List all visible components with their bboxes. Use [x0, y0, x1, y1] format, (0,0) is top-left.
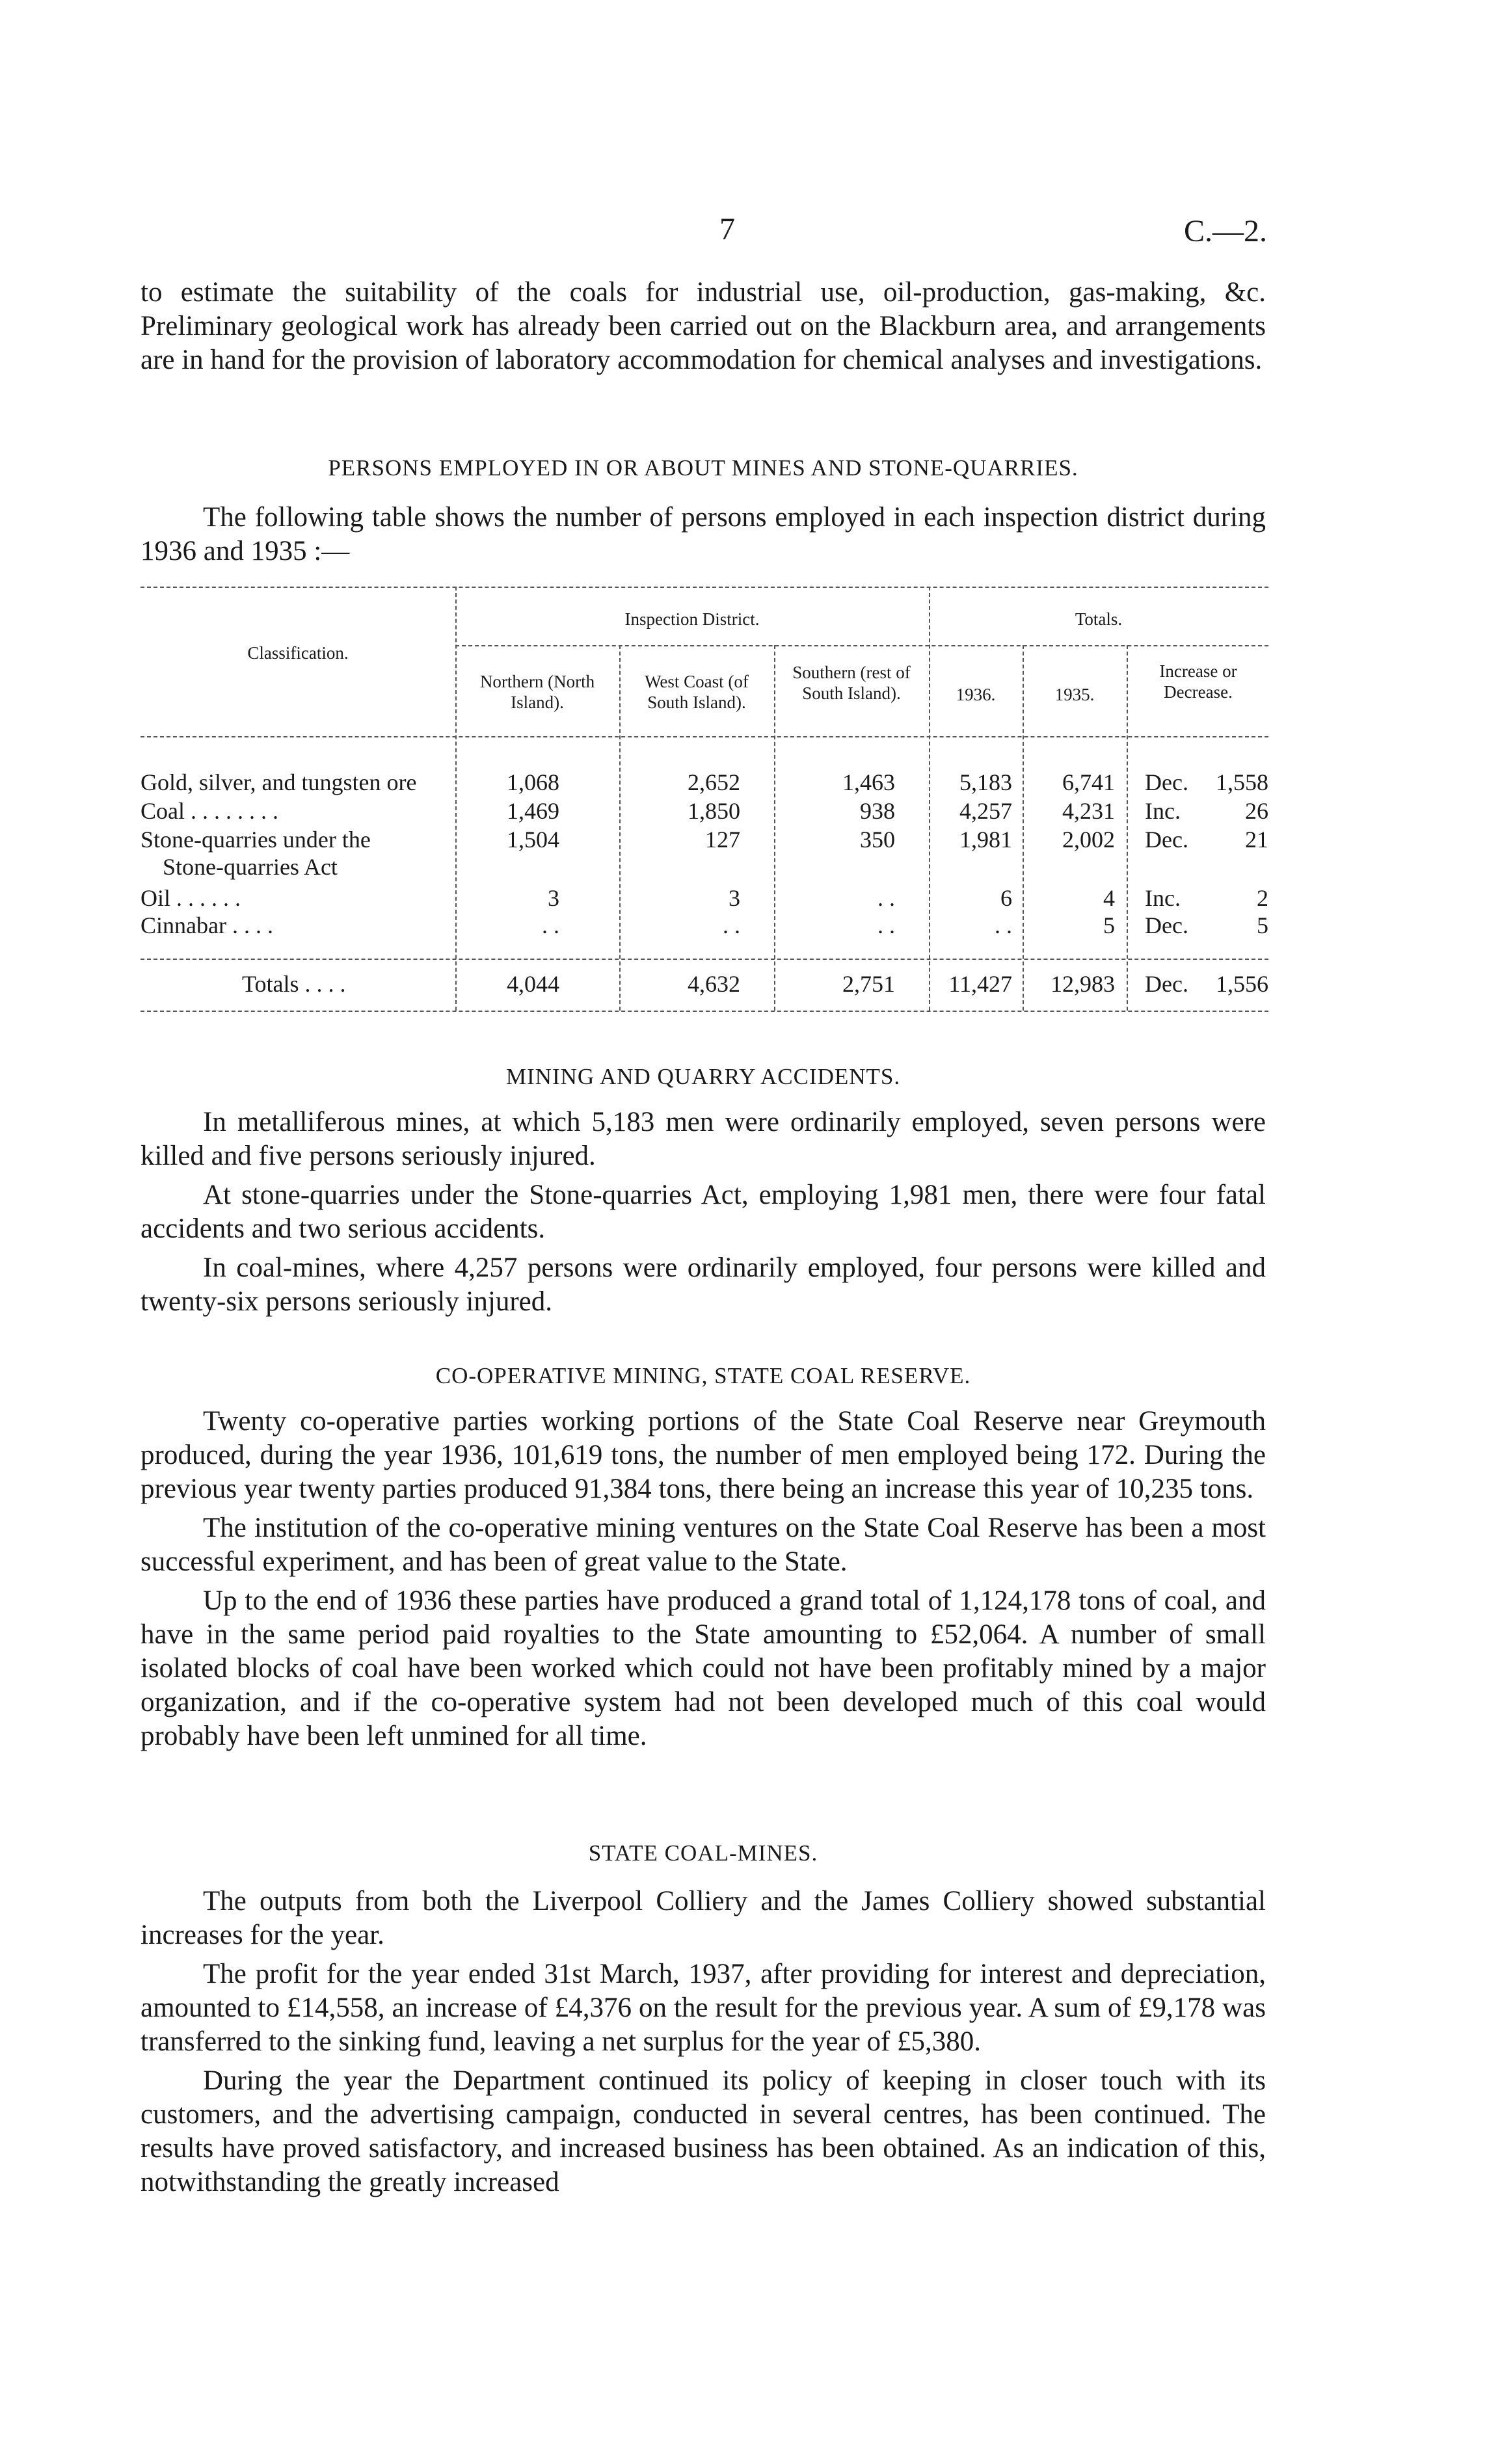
northern-header: Northern (North Island).: [479, 672, 595, 712]
cell-change: 2: [1257, 885, 1268, 911]
document-code: C.—2.: [1183, 214, 1267, 248]
total-southern: 2,751: [842, 971, 895, 997]
cell-change: 1,558: [1216, 769, 1268, 795]
coop-text: Twenty co-operative parties working portions of the State Coal Reserve near Greymouth produced, during the year 1936, 101,619 tons, the number of men employed being 172. During the previous year twenty parties produced 91,384 tons, there being an increase this year of 10,235 tons. The institution of the co-operative mining ventures on the State Coal Reserve has been a most successful experiment, and has been of great value to the State. Up to the end of 1936 these parties have produced a grand total of 1,124,178 tons of coal, and have in the same period paid royalties to the State amounting to £52,064. A number of small isolated blocks of coal have been worked which could not have been profitably mined by a major organization, and if the co-operative system had not been developed much of this coal would probably have been left unmined for all time.: [141, 1406, 1266, 1751]
row-label: Coal . . . . . . . .: [141, 798, 278, 824]
section-heading-accidents: MINING AND QUARRY ACCIDENTS.: [505, 1064, 901, 1089]
table-totals-rule: [141, 959, 1268, 960]
cell-southern: 1,463: [842, 769, 895, 795]
section-heading-coop: CO-OPERATIVE MINING, STATE COAL RESERVE.: [435, 1363, 971, 1388]
col-1936-header: 1936.: [956, 685, 996, 704]
cell-northern: 3: [548, 885, 559, 911]
inspection-district-header: Inspection District.: [624, 609, 760, 629]
cell-westcoast: 127: [705, 827, 740, 853]
cell-change-type: Inc.: [1145, 798, 1181, 824]
employment-table: [141, 577, 1268, 1020]
cell-1936: 6: [1000, 885, 1012, 911]
total-1935: 12,983: [1051, 971, 1115, 997]
intro-paragraph: to estimate the suitability of the coals for industrial use, oil-production, gas-making, &c. Preliminary geological work has already been carried out on the Blackburn area, and arrangements are in hand for the provision of laboratory accommodation for chemical analyses and investigations.: [141, 277, 1266, 375]
cell-northern: 1,068: [507, 769, 559, 795]
cell-1935: 4,231: [1062, 798, 1115, 824]
table-top-rule: [141, 587, 1268, 588]
row-label: Stone-quarries under the: [141, 827, 371, 853]
cell-southern: . .: [877, 885, 895, 911]
change-header: Increase or Decrease.: [1159, 661, 1237, 702]
row-label: Cinnabar . . . .: [141, 912, 273, 938]
cell-westcoast: 1,850: [688, 798, 740, 824]
cell-change-type: Inc.: [1145, 885, 1181, 911]
cell-1935: 2,002: [1062, 827, 1115, 853]
persons-paragraph: The following table shows the number of persons employed in each inspection district during 1936 and 1935 :—: [141, 502, 1266, 566]
cell-1935: 5: [1103, 912, 1115, 938]
cell-northern: . .: [542, 912, 559, 938]
classification-header: Classification.: [247, 643, 349, 663]
cell-northern: 1,504: [507, 827, 559, 853]
cell-1936: 1,981: [959, 827, 1012, 853]
southern-header: Southern (rest of South Island).: [792, 663, 911, 703]
table-bottom-rule: [141, 1011, 1268, 1012]
cell-1936: 5,183: [959, 769, 1012, 795]
row-label: Oil . . . . . .: [141, 885, 241, 911]
cell-southern: 938: [860, 798, 895, 824]
cell-change: 5: [1257, 912, 1268, 938]
cell-1936: . .: [995, 912, 1012, 938]
table-header-rule: [141, 736, 1268, 737]
totals-label: Totals . . . .: [242, 971, 346, 997]
state-mines-text: The outputs from both the Liverpool Colliery and the James Colliery showed substantial increases for the year. The profit for the year ended 31st March, 1937, after providing for interest and depreciation, amounted to £14,558, an increase of £4,376 on the result for the previous year. A sum of £9,178 was transferred to the sinking fund, leaving a net surplus for the year of £5,380. During the year the Department continued its policy of keeping in closer touch with its customers, and the advertising campaign, conducted in several centres, has been continued. The results have proved satisfactory, and increased business has been obtained. As an indication of this, notwithstanding the greatly increased: [141, 1886, 1266, 2197]
cell-1935: 6,741: [1062, 769, 1115, 795]
cell-1935: 4: [1103, 885, 1115, 911]
col-1935-header: 1935.: [1054, 685, 1095, 704]
total-change-type: Dec.: [1145, 971, 1188, 997]
westcoast-header: West Coast (of South Island).: [645, 672, 749, 712]
cell-change: 26: [1245, 798, 1268, 824]
cell-westcoast: . .: [723, 912, 740, 938]
cell-change-type: Dec.: [1145, 827, 1188, 853]
cell-change-type: Dec.: [1145, 912, 1188, 938]
cell-southern: . .: [877, 912, 895, 938]
cell-westcoast: 2,652: [688, 769, 740, 795]
cell-southern: 350: [860, 827, 895, 853]
cell-1936: 4,257: [959, 798, 1012, 824]
total-westcoast: 4,632: [688, 971, 740, 997]
cell-change: 21: [1245, 827, 1268, 853]
cell-westcoast: 3: [729, 885, 740, 911]
row-label: Gold, silver, and tungsten ore: [141, 769, 417, 795]
totals-header: Totals.: [1075, 609, 1123, 629]
section-heading-state-mines: STATE COAL-MINES.: [588, 1840, 818, 1866]
page-number: 7: [719, 212, 735, 246]
total-change: 1,556: [1216, 971, 1268, 997]
row-label-continued: Stone-quarries Act: [163, 854, 338, 880]
cell-northern: 1,469: [507, 798, 559, 824]
section-heading-persons: PERSONS EMPLOYED IN OR ABOUT MINES AND STONE-QUARRIES.: [328, 455, 1078, 481]
cell-change-type: Dec.: [1145, 769, 1188, 795]
table-group-rule: [455, 645, 1268, 646]
total-1936: 11,427: [948, 971, 1012, 997]
total-northern: 4,044: [507, 971, 559, 997]
accidents-text: In metalliferous mines, at which 5,183 men were ordinarily employed, seven persons were killed and five persons seriously injured. At stone-quarries under the Stone-quarries Act, employing 1,981 men, there were four fatal accidents and two serious accidents. In coal-mines, where 4,257 persons were ordinarily employed, four persons were killed and twenty-six persons seriously injured.: [141, 1107, 1266, 1317]
